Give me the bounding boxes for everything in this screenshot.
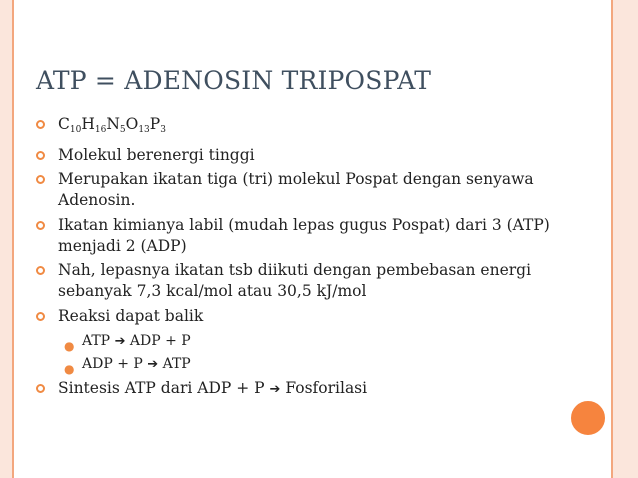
formula-p: P [149,115,161,133]
list-item [36,169,576,211]
bullet-icon [36,120,45,129]
list-item [36,306,576,375]
bullet-icon [36,312,45,321]
formula-n-sub: 5 [119,125,126,135]
left-border-line [12,0,14,478]
slide-title: ATP = ADENOSIN TRIPOSPAT [36,66,432,95]
bullet-list [36,114,576,404]
reaction-right: ATP [162,355,191,372]
list-item-text: Reaksi dapat balik [58,306,204,325]
arrow-icon: ➔ [147,356,159,372]
sub-list [58,331,576,375]
list-item [36,215,576,257]
left-border-panel [0,0,12,478]
sub-bullet-icon: ● [64,338,75,353]
formula-h-sub: 16 [94,125,107,135]
formula-n: N [106,115,120,133]
list-item [36,145,576,166]
reaction-left: ADP + P [82,355,143,372]
last-item-right: Fosforilasi [285,379,368,397]
formula-o-sub: 13 [138,125,150,135]
list-item [36,378,576,400]
arrow-icon: ➔ [114,333,126,349]
formula-h: H [81,115,95,133]
bullet-icon [36,221,45,230]
bullet-icon [36,384,45,393]
arrow-icon: ➔ [269,382,281,397]
list-item-text: Merupakan ikatan tiga (tri) molekul Pospat dengan senyawa Adenosin. [58,170,534,209]
sub-list-item [58,354,576,375]
list-item-formula [36,114,576,141]
bullet-icon [36,175,45,184]
formula-p-sub: 3 [160,125,166,135]
last-item-left: Sintesis ATP dari ADP + P [58,379,265,397]
reaction-left: ATP [82,332,111,349]
list-item-text: Nah, lepasnya ikatan tsb diikuti dengan pembebasan energi sebanyak 7,3 kcal/mol atau 30,5 kJ/mol [58,261,532,300]
bullet-icon [36,266,45,275]
formula-c: C [58,115,70,133]
reaction-right: ADP + P [129,332,191,349]
sub-bullet-icon: ● [64,361,75,376]
right-border-panel [612,0,638,478]
list-item-text: Ikatan kimianya labil (mudah lepas gugus Pospat) dari 3 (ATP) menjadi 2 (ADP) [58,215,550,255]
bullet-icon [36,151,45,160]
formula-o: O [125,115,139,133]
list-item [36,260,576,302]
formula-c-sub: 10 [69,125,82,135]
decorative-circle [568,398,608,438]
sub-list-item [58,331,576,352]
right-border-line [611,0,613,478]
list-item-text: Molekul berenergi tinggi [58,145,255,164]
